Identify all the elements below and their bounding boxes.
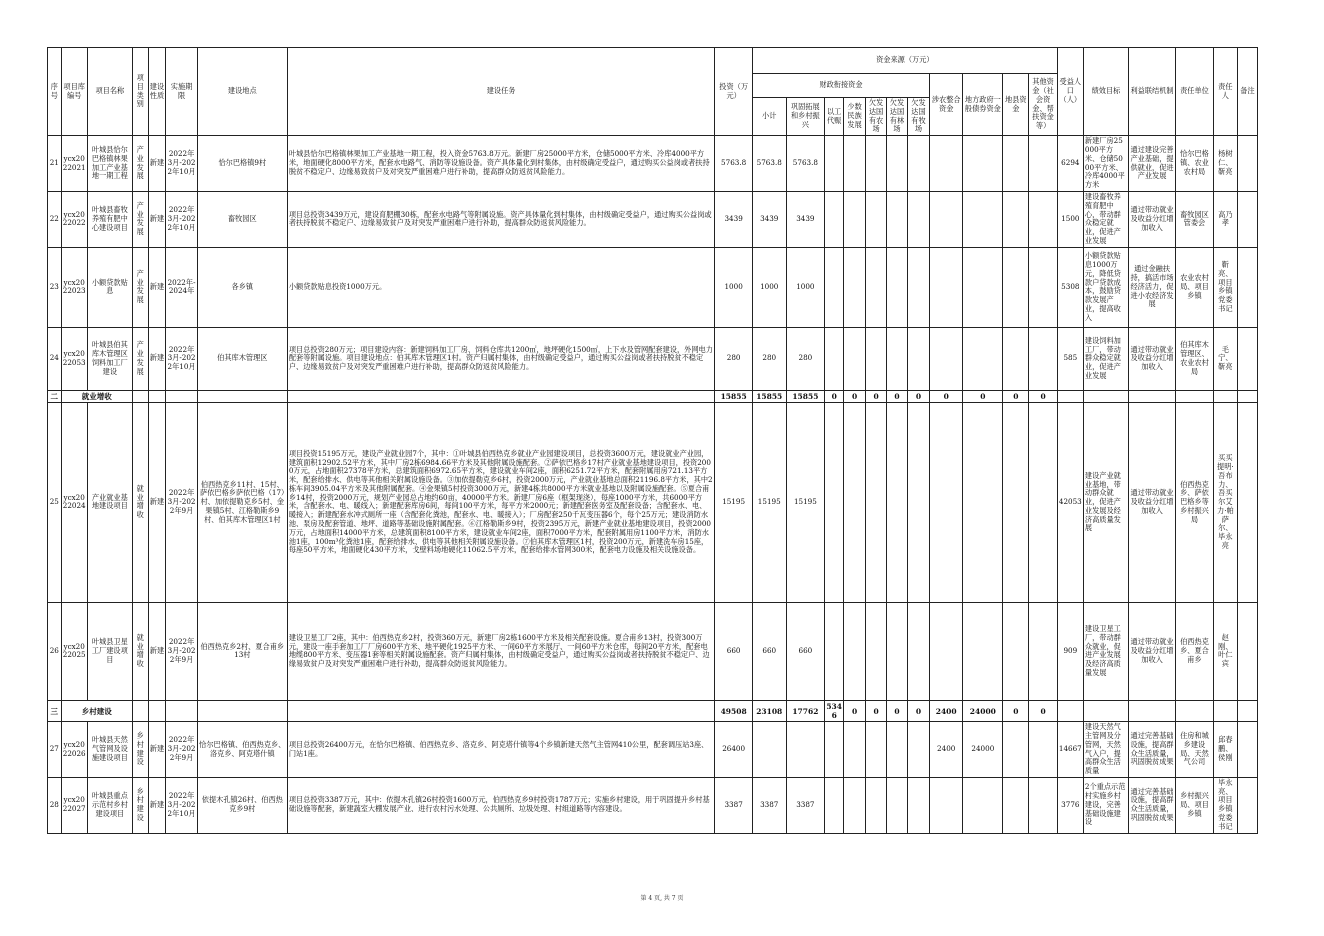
header-remark: 备注	[1237, 48, 1257, 136]
row-person: 毕永亮、项目乡镇党委书记	[1213, 777, 1237, 833]
row-agri	[929, 192, 963, 248]
row-bond: 24000	[963, 722, 1003, 778]
empty-cell	[132, 700, 148, 721]
row-forest	[887, 327, 908, 390]
empty-cell	[166, 390, 197, 402]
row-invest: 5763.8	[715, 136, 753, 192]
row-person: 赵刚、叶仁宾	[1213, 602, 1237, 700]
row-code: ycx2022053	[61, 327, 87, 390]
row-category: 乡村建设	[132, 777, 148, 833]
section-total-forest: 0	[887, 390, 908, 402]
header-invest: 投资（万元）	[715, 48, 753, 136]
row-farm	[866, 192, 887, 248]
header-task: 建设任务	[287, 48, 714, 136]
row-other	[1029, 136, 1057, 192]
row-period: 2022年3月-2022年9月	[166, 402, 197, 602]
row-beneficiaries: 5308	[1057, 247, 1083, 327]
row-subtotal: 280	[752, 327, 786, 390]
row-seq: 22	[48, 192, 62, 248]
empty-cell	[1176, 700, 1214, 721]
section-number: 二	[48, 390, 62, 402]
row-location: 伯西热克乡2村、夏合甫乡13村	[197, 602, 287, 700]
row-consolidate: 15195	[786, 402, 825, 602]
row-seq: 27	[48, 722, 62, 778]
row-other	[1029, 402, 1057, 602]
row-invest: 15195	[715, 402, 753, 602]
section-row	[48, 700, 1258, 721]
row-work_relief	[825, 192, 844, 248]
row-beneficiaries: 585	[1057, 327, 1083, 390]
row-minority	[844, 602, 866, 700]
page-footer: 第 4 页, 共 7 页	[640, 895, 684, 902]
row-subtotal: 5763.8	[752, 136, 786, 192]
row-performance: 新建厂房25000平方米、仓储5000平方米、冷库4000平方米	[1083, 136, 1128, 192]
row-forest	[887, 722, 908, 778]
empty-cell	[1237, 700, 1257, 721]
empty-cell	[197, 700, 287, 721]
row-pasture	[907, 192, 929, 248]
row-name: 叶城县卫星工厂建设项目	[87, 602, 132, 700]
row-location: 伯其库木管理区	[197, 327, 287, 390]
row-task: 项目总投资3387万元，其中：依提木孔镇26村投资1600万元，伯西热克乡9村投资1787万元；实施乡村建设，用于巩固提升乡村基础设施等配套，新建蔬室大棚发展产业、进行农村污水处理、公共厕所、垃圾处理、村组道路等内容建设。	[287, 777, 714, 833]
row-period: 2022年3月-2022年10月	[166, 136, 197, 192]
row-forest	[887, 602, 908, 700]
row-unit: 伯西热克乡、萨依巴格乡等乡村振兴局	[1176, 402, 1214, 602]
project-table	[47, 47, 1258, 834]
row-name: 叶城县伯其库木管理区饲料加工厂建设	[87, 327, 132, 390]
row-work_relief	[825, 602, 844, 700]
row-category: 产业发展	[132, 247, 148, 327]
row-consolidate: 3387	[786, 777, 825, 833]
row-county	[1003, 247, 1029, 327]
row-period: 2022年3月-2022年10月	[166, 192, 197, 248]
row-bond	[963, 402, 1003, 602]
section-title: 就业增收	[61, 390, 132, 402]
row-minority	[844, 777, 866, 833]
row-invest: 26400	[715, 722, 753, 778]
row-farm	[866, 722, 887, 778]
row-invest: 660	[715, 602, 753, 700]
section-total-minority: 0	[844, 700, 866, 721]
header-name: 项目名称	[87, 48, 132, 136]
header-local-bond: 地方政府一般债券资金	[963, 74, 1003, 136]
row-code: ycx2022027	[61, 777, 87, 833]
row-linkage: 通过带动就业及收益分红增加收入	[1128, 402, 1175, 602]
row-linkage: 通过建设完善产业基础，提供就业，促进产业发展	[1128, 136, 1175, 192]
row-pasture	[907, 247, 929, 327]
empty-cell	[148, 700, 166, 721]
row-farm	[866, 136, 887, 192]
row-code: ycx2022025	[61, 602, 87, 700]
row-task: 项目投资15195万元，建设产业就业园7个，其中：①叶城县伯西热克乡就业产业园建设项目，总投资3600万元，建设就业产业园，建筑面积12902.52平方米，其中厂房2栋6984.66平方米及其他附属设施配套。②萨依巴格乡17村产业就业基地建设项目，投资2000万元，占地面积27378平方米，总建筑面积6972.65平方米，建设就业车间2座，面积6251.72平方米，配套附属用房721.13平方米，配套给排水、供电等其他相关附属设施设备。③加依提勒克乡6村，投资2000万元，产业就业基地总面积21196.8平方米，其中2栋车间3905.04平方米及其他附属配套。④金果镇5村投资3000万元，新建4栋共8000平方米就业基地以及附属设施配套。⑤夏合甫乡14村，投资2000万元，规划产业园总占地约60亩，40000平方米。新建厂房6座（框架现浇），每座1000平方米，共6000平方米，含配套水、电、暖线入；新建配套库房6间，每间100平方米，每平方米2000元；新建配套医务室及配套设备；含配套水、电、暖接入；新建配套水冲式厕所一座（含配套化粪池，配套水、电、暖接入）；厂房配套250千瓦变压器6个，每个25万元；建设消防水池、泵房及配套管道、地坪、道路等基础设施附属配套。⑥江格勒斯乡9村，投资2395万元，新建产业就业基地建设项目，投资2000万元，占地面积14000平方米，总建筑面积8100平方米，建设就业车间2座，面积7000平方米，配套附属用房1100平方米，消防水池1座，100m³化粪池1座，配套给排水、供电等其他相关附属设施设备。⑦伯其库木管理区1村，投资200万元，新建洗车房15座，每座50平方米，地面硬化430平方米，戈壁料场地硬化11062.5平方米，配套给排水管网300米，配套电力设施及相关设施设备。	[287, 402, 714, 602]
row-subtotal: 660	[752, 602, 786, 700]
row-consolidate: 660	[786, 602, 825, 700]
row-remark	[1237, 722, 1257, 778]
empty-cell	[1176, 390, 1214, 402]
header-funding-sources: 资金来源（万元）	[752, 48, 1057, 74]
row-period: 2022年3月-2022年9月	[166, 722, 197, 778]
row-invest: 3439	[715, 192, 753, 248]
row-period: 2022年3月-2022年10月	[166, 327, 197, 390]
row-pasture	[907, 402, 929, 602]
row-agri	[929, 402, 963, 602]
row-code: ycx2022023	[61, 247, 87, 327]
row-code: ycx2022022	[61, 192, 87, 248]
section-total-invest: 49508	[715, 700, 753, 721]
row-performance: 建设畜牧养殖育肥中心，带动群众稳定就业，促进产业发展	[1083, 192, 1128, 248]
section-total-farm: 0	[866, 390, 887, 402]
row-consolidate: 5763.8	[786, 136, 825, 192]
table-row	[48, 192, 1258, 248]
header-seq: 序号	[48, 48, 62, 136]
section-total-agri: 2400	[929, 700, 963, 721]
row-person: 高乃孝	[1213, 192, 1237, 248]
row-remark	[1237, 247, 1257, 327]
header-unit: 责任单位	[1176, 48, 1214, 136]
row-location: 依提木孔镇26村、伯西热克乡9村	[197, 777, 287, 833]
row-period: 2022年3月-2022年9月	[166, 602, 197, 700]
row-farm	[866, 602, 887, 700]
row-work_relief	[825, 402, 844, 602]
section-total-other: 0	[1029, 390, 1057, 402]
section-total-consolidate: 17762	[786, 700, 825, 721]
row-beneficiaries: 6294	[1057, 136, 1083, 192]
section-total-farm: 0	[866, 700, 887, 721]
row-other	[1029, 247, 1057, 327]
row-name: 叶城县恰尔巴格镇林果加工产业基地一期工程	[87, 136, 132, 192]
row-name: 叶城县畜牧养殖有肥中心建设项目	[87, 192, 132, 248]
empty-cell	[197, 390, 287, 402]
table-row	[48, 247, 1258, 327]
row-name: 叶城县天然气管网及设施建设项目	[87, 722, 132, 778]
table-row	[48, 777, 1258, 833]
row-task: 小额贷款贴息投资1000万元。	[287, 247, 714, 327]
section-total-minority: 0	[844, 390, 866, 402]
table-row	[48, 722, 1258, 778]
row-agri: 2400	[929, 722, 963, 778]
row-minority	[844, 247, 866, 327]
row-bond	[963, 777, 1003, 833]
row-category: 就业增收	[132, 602, 148, 700]
row-performance: 建设天然气主管网及分管网，天然气入户，提高群众生活质量	[1083, 722, 1128, 778]
row-county	[1003, 136, 1029, 192]
row-forest	[887, 136, 908, 192]
header-state-farm: 欠发达国有农场	[866, 98, 887, 136]
empty-cell	[287, 700, 714, 721]
header-location: 建设地点	[197, 48, 287, 136]
empty-cell	[166, 700, 197, 721]
row-work_relief	[825, 722, 844, 778]
header-fiscal-funds: 财政衔接资金	[752, 74, 929, 98]
row-nature: 新建	[148, 602, 166, 700]
row-location: 恰尔巴格镇9村	[197, 136, 287, 192]
row-forest	[887, 777, 908, 833]
row-farm	[866, 777, 887, 833]
row-nature: 新建	[148, 402, 166, 602]
row-beneficiaries: 14667	[1057, 722, 1083, 778]
row-performance: 建设卫星工厂，带动群众就业，促进产业发展及经济高质量发展	[1083, 602, 1128, 700]
row-agri	[929, 602, 963, 700]
section-total-invest: 15855	[715, 390, 753, 402]
row-county	[1003, 602, 1029, 700]
row-bond	[963, 327, 1003, 390]
row-work_relief	[825, 777, 844, 833]
row-remark	[1237, 192, 1257, 248]
row-seq: 26	[48, 602, 62, 700]
row-location: 恰尔巴格镇、伯西热克乡、洛克乡、阿克塔什镇	[197, 722, 287, 778]
table-row	[48, 136, 1258, 192]
header-nature: 建设性质	[148, 48, 166, 136]
row-pasture	[907, 602, 929, 700]
row-work_relief	[825, 136, 844, 192]
section-total-bond: 0	[963, 390, 1003, 402]
row-forest	[887, 247, 908, 327]
row-other	[1029, 327, 1057, 390]
row-seq: 25	[48, 402, 62, 602]
row-county	[1003, 327, 1029, 390]
row-county	[1003, 402, 1029, 602]
row-task: 项目总投资280万元；项目建设内容：新建饲料加工厂房、饲料仓库共1200㎡，地坪硬化1500㎡，上下水及管网配套建设，外网电力配套等附属设施。项目建设地点：伯其库木管理区1村。资产归属村集体，由村级确定受益户，通过购买公益岗或者扶持脱贫不稳定户、边缘易致贫户及对突发严重困难户进行补助，提高群众防返贫风险能力。	[287, 327, 714, 390]
row-nature: 新建	[148, 777, 166, 833]
row-consolidate: 3439	[786, 192, 825, 248]
section-total-subtotal: 23108	[752, 700, 786, 721]
header-subtotal: 小计	[752, 98, 786, 136]
table-row	[48, 602, 1258, 700]
row-nature: 新建	[148, 722, 166, 778]
row-consolidate	[786, 722, 825, 778]
row-consolidate: 280	[786, 327, 825, 390]
row-invest: 3387	[715, 777, 753, 833]
row-person: 毛宁、靳亮	[1213, 327, 1237, 390]
row-location: 伯西热克乡11村、15村、萨依巴格乡萨依巴格（17）村、加依提勒克乡5村、金果镇5村、江格勒斯乡9村、伯其库木管理区1村	[197, 402, 287, 602]
row-category: 乡村建设	[132, 722, 148, 778]
row-other	[1029, 722, 1057, 778]
header-minority: 少数民族发展	[844, 98, 866, 136]
row-county	[1003, 192, 1029, 248]
row-period: 2022年3月-2022年10月	[166, 777, 197, 833]
row-unit: 畜牧园区管委会	[1176, 192, 1214, 248]
row-subtotal: 15195	[752, 402, 786, 602]
header-person: 责任人	[1213, 48, 1237, 136]
section-total-pasture: 0	[907, 700, 929, 721]
empty-cell	[132, 390, 148, 402]
row-task: 项目总投资3439万元，建设育肥棚30栋，配套水电路气等附属设施。资产具体量化到村集体，由村级确定受益户，通过购买公益岗或者扶持脱贫不稳定户、边缘易致贫户及对突发严重困难户进行补助，提高群众防返贫风险能力。	[287, 192, 714, 248]
row-invest: 1000	[715, 247, 753, 327]
row-agri	[929, 136, 963, 192]
row-subtotal: 3439	[752, 192, 786, 248]
section-title: 乡村建设	[61, 700, 132, 721]
row-bond	[963, 192, 1003, 248]
header-performance: 绩效目标	[1083, 48, 1128, 136]
row-beneficiaries: 42053	[1057, 402, 1083, 602]
row-unit: 恰尔巴格镇、农业农村局	[1176, 136, 1214, 192]
row-nature: 新建	[148, 327, 166, 390]
row-seq: 21	[48, 136, 62, 192]
row-linkage: 通过完善基础设施，提高群众生活质量，巩固脱贫成果	[1128, 722, 1175, 778]
empty-cell	[1083, 390, 1128, 402]
row-unit: 乡村振兴局、项目乡镇	[1176, 777, 1214, 833]
empty-cell	[1213, 390, 1237, 402]
empty-cell	[148, 390, 166, 402]
row-remark	[1237, 777, 1257, 833]
header-agri-integration: 涉农整合资金	[929, 74, 963, 136]
row-code: ycx2022021	[61, 136, 87, 192]
row-agri	[929, 327, 963, 390]
empty-cell	[1128, 700, 1175, 721]
row-bond	[963, 602, 1003, 700]
row-person: 杨树仁、靳亮	[1213, 136, 1237, 192]
empty-cell	[1057, 700, 1083, 721]
row-minority	[844, 402, 866, 602]
section-row	[48, 390, 1258, 402]
row-remark	[1237, 327, 1257, 390]
section-total-bond: 24000	[963, 700, 1003, 721]
empty-cell	[1213, 700, 1237, 721]
row-person: 邱春鹏、侯刚	[1213, 722, 1237, 778]
section-total-forest: 0	[887, 700, 908, 721]
row-seq: 24	[48, 327, 62, 390]
row-location: 畜牧园区	[197, 192, 287, 248]
row-subtotal: 3387	[752, 777, 786, 833]
row-other	[1029, 602, 1057, 700]
row-performance: 建设饲料加工厂，带动群众稳定就业，促进产业发展	[1083, 327, 1128, 390]
row-category: 就业增收	[132, 402, 148, 602]
row-linkage: 通过带动就业及收益分红增加收入	[1128, 192, 1175, 248]
row-agri	[929, 247, 963, 327]
empty-cell	[287, 390, 714, 402]
row-linkage: 通过完善基础设施，提高群众生活质量，巩固脱贫成果	[1128, 777, 1175, 833]
table-row	[48, 402, 1258, 602]
row-unit: 伯西热克乡、夏合甫乡	[1176, 602, 1214, 700]
row-name: 小额贷款贴息	[87, 247, 132, 327]
section-number: 三	[48, 700, 62, 721]
header-state-pasture: 欠发达国有牧场	[907, 98, 929, 136]
section-total-consolidate: 15855	[786, 390, 825, 402]
row-code: ycx2022026	[61, 722, 87, 778]
row-unit: 伯其库木管理区、农业农村局	[1176, 327, 1214, 390]
header-category: 项目类别	[132, 48, 148, 136]
row-pasture	[907, 327, 929, 390]
empty-cell	[1083, 700, 1128, 721]
empty-cell	[1057, 390, 1083, 402]
section-total-work_relief: 0	[825, 390, 844, 402]
row-other	[1029, 192, 1057, 248]
row-pasture	[907, 722, 929, 778]
row-task: 建设卫星工厂2座，其中：伯西热克乡2村，投资360万元，新建厂房2栋1600平方米及相关配套设施。夏合甫乡13村，投资300万元，建设一座手套加工厂厂房600平方米、地平硬化1925平方米、一间60平方米展厅、一间60平方米仓库，每间20平方米，配套电地缆800平方米、变压器1套等相关附属设施配套。资产归属村集体，由村级确定受益户，通过购买公益岗或者扶持脱贫不稳定户、边缘易致贫户及对突发严重困难户进行补助，提高群众防返贫风险能力。	[287, 602, 714, 700]
row-remark	[1237, 402, 1257, 602]
section-total-work_relief: 5346	[826, 701, 842, 721]
header-other-funds: 其他资金（社会资金、帮扶资金等）	[1029, 74, 1057, 136]
row-other	[1029, 777, 1057, 833]
header-linkage: 利益联结机制	[1128, 48, 1175, 136]
row-pasture	[907, 136, 929, 192]
section-total-agri: 0	[929, 390, 963, 402]
row-farm	[866, 247, 887, 327]
header-code: 项目库编号	[61, 48, 87, 136]
row-person: 买买提明·吾布力、吾买尔艾力·帕萨尔、毕永亮	[1213, 402, 1237, 602]
row-task: 项目总投资26400万元，在恰尔巴格镇、伯西热克乡、洛克乡、阿克塔什镇等4个乡镇新建天然气主管网410公里，配套调压站3座、门站1座。	[287, 722, 714, 778]
row-seq: 23	[48, 247, 62, 327]
row-seq: 28	[48, 777, 62, 833]
row-invest: 280	[715, 327, 753, 390]
row-beneficiaries: 909	[1057, 602, 1083, 700]
row-minority	[844, 192, 866, 248]
row-minority	[844, 327, 866, 390]
header-period: 实施期限	[166, 48, 197, 136]
row-work_relief	[825, 247, 844, 327]
row-county	[1003, 722, 1029, 778]
section-total-pasture: 0	[907, 390, 929, 402]
header-consolidate: 巩固拓展和乡村振兴	[786, 98, 825, 136]
row-bond	[963, 136, 1003, 192]
row-code: ycx2022024	[61, 402, 87, 602]
row-minority	[844, 136, 866, 192]
row-performance: 2个重点示范村实施乡村建设，完善基础设施建设	[1083, 777, 1128, 833]
row-beneficiaries: 3776	[1057, 777, 1083, 833]
row-consolidate: 1000	[786, 247, 825, 327]
row-forest	[887, 402, 908, 602]
row-linkage: 通过带动就业及收益分红增加收入	[1128, 327, 1175, 390]
row-nature: 新建	[148, 247, 166, 327]
row-subtotal: 1000	[752, 247, 786, 327]
header-work-relief: 以工代赈	[825, 98, 844, 136]
row-remark	[1237, 136, 1257, 192]
row-beneficiaries: 1500	[1057, 192, 1083, 248]
row-category: 产业发展	[132, 327, 148, 390]
row-agri	[929, 777, 963, 833]
row-unit: 住房和城乡建设局、天然气公司	[1176, 722, 1214, 778]
table-row	[48, 327, 1258, 390]
row-pasture	[907, 777, 929, 833]
row-unit: 农业农村局、项目乡镇	[1176, 247, 1214, 327]
row-name: 叶城县重点示范村乡村建设项目	[87, 777, 132, 833]
section-total-county: 0	[1003, 390, 1029, 402]
row-period: 2022年-2024年	[166, 247, 197, 327]
row-performance: 建设产业就业基地，带动群众就业，促进产业发展及经济高质量发展	[1083, 402, 1128, 602]
row-minority	[844, 722, 866, 778]
header-state-forest: 欠发达国有林场	[887, 98, 908, 136]
row-farm	[866, 402, 887, 602]
row-category: 产业发展	[132, 192, 148, 248]
row-remark	[1237, 602, 1257, 700]
row-nature: 新建	[148, 192, 166, 248]
row-farm	[866, 327, 887, 390]
row-work_relief	[825, 327, 844, 390]
row-forest	[887, 192, 908, 248]
section-total-subtotal: 15855	[752, 390, 786, 402]
row-linkage: 通过金融扶持，搞活市场经济活力，促进小农经济发展	[1128, 247, 1175, 327]
section-total-other: 0	[1029, 700, 1057, 721]
row-task: 叶城县恰尔巴格镇林果加工产业基地一期工程，投入资金5763.8万元。新建厂房25000平方米，仓储5000平方米、冷库4000平方米，地面硬化8000平方米，配套水电路气、消防等设施设备。资产具体量化到村集体，由村级确定受益户，通过购买公益岗或者扶持脱贫不稳定户、边缘易致贫户及对突发严重困难户进行补助，提高群众防返贫风险能力。	[287, 136, 714, 192]
header-beneficiaries: 受益人口（人）	[1057, 48, 1083, 136]
row-linkage: 通过带动就业及收益分红增加收入	[1128, 602, 1175, 700]
row-category: 产业发展	[132, 136, 148, 192]
empty-cell	[1237, 390, 1257, 402]
section-total-county: 0	[1003, 700, 1029, 721]
row-performance: 小额贷款贴息1000万元，降低贷款户贷款成本，鼓励贷款发展产业，提高收入	[1083, 247, 1128, 327]
row-person: 靳亮、项目乡镇党委书记	[1213, 247, 1237, 327]
row-name: 产业就业基地建设项目	[87, 402, 132, 602]
empty-cell	[1128, 390, 1175, 402]
row-county	[1003, 777, 1029, 833]
row-nature: 新建	[148, 136, 166, 192]
row-subtotal	[752, 722, 786, 778]
header-county-funds: 地县资金	[1003, 74, 1029, 136]
row-location: 各乡镇	[197, 247, 287, 327]
row-bond	[963, 247, 1003, 327]
